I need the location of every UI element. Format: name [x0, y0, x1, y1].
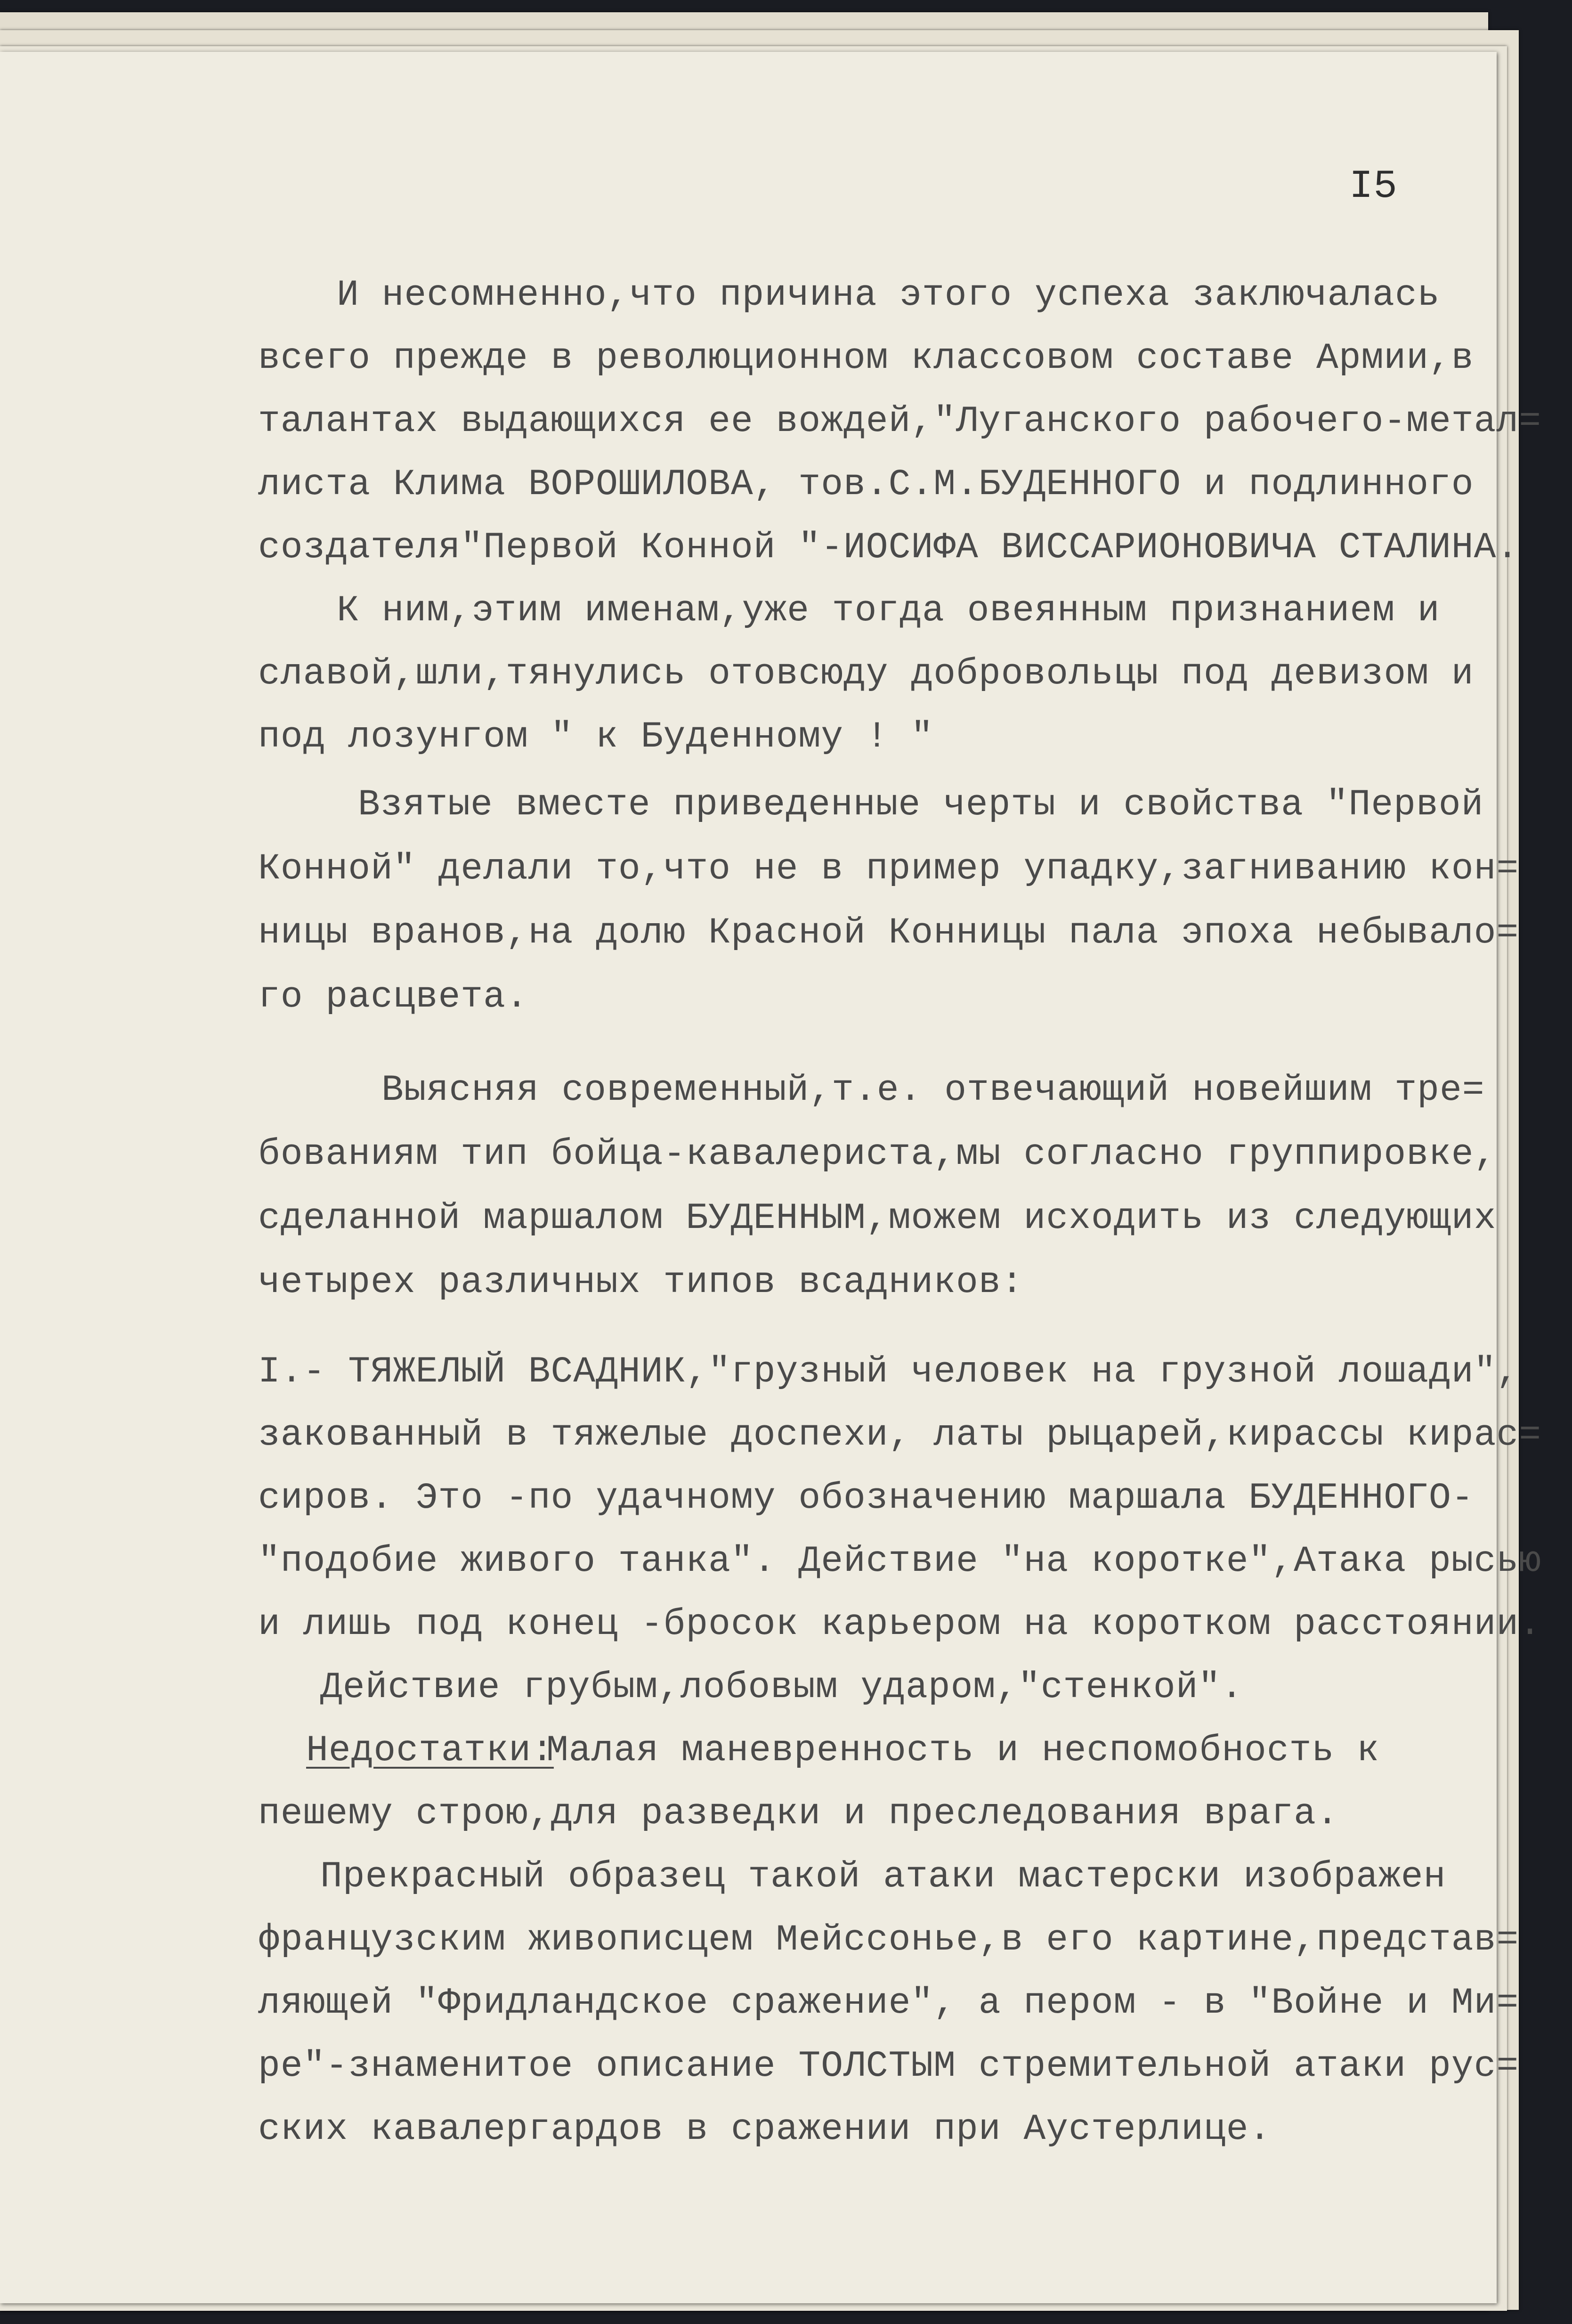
shortcomings-label: Недостатки:	[306, 1730, 554, 1771]
text-line: закованный в тяжелые доспехи, латы рыцарей,кирассы кирас=	[258, 1414, 1542, 1456]
page-number: I5	[1349, 164, 1398, 209]
text-line: славой,шли,тянулись отовсюду добровольцы под девизом и	[258, 653, 1474, 695]
text-line: сделанной маршалом БУДЕННЫМ,можем исходить из следующих	[258, 1198, 1497, 1239]
text-line: французским живописцем Мейссонье,в его картине,представ=	[258, 1919, 1519, 1961]
typewritten-page	[0, 52, 1542, 2303]
text-line: Малая маневренность и неспомобность к	[546, 1730, 1379, 1771]
text-line: К ним,этим именам,уже тогда овеянным признанием и	[337, 590, 1440, 632]
text-line: бованиям тип бойца-кавалериста,мы согласно группировке,	[258, 1134, 1497, 1175]
text-line: Действие грубым,лобовым ударом,"стенкой".	[320, 1667, 1244, 1708]
text-line: I.- ТЯЖЕЛЫЙ ВСАДНИК,"грузный человек на грузной лошади",	[258, 1351, 1519, 1393]
text-line: "подобие живого танка". Действие "на коротке",Атака рысью	[258, 1541, 1542, 1582]
text-line: и лишь под конец -бросок карьером на коротком расстоянии.	[258, 1604, 1542, 1645]
text-line: Выясняя современный,т.е. отвечающий новейшим тре=	[381, 1070, 1485, 1111]
text-line: всего прежде в революционном классовом составе Армии,в	[258, 338, 1474, 379]
text-line: талантах выдающихся ее вождей,"Луганского рабочего-метал=	[258, 401, 1542, 442]
text-line: четырех различных типов всадников:	[258, 1262, 1024, 1303]
text-line: ских кавалергардов в сражении при Аустерлице.	[258, 2109, 1272, 2150]
text-line: ре"-знаменитое описание ТОЛСТЫМ стремительной атаки рус=	[258, 2046, 1519, 2087]
text-line: создателя"Первой Конной "-ИОСИФА ВИССАРИОНОВИЧА СТАЛИНА.	[258, 527, 1519, 569]
text-line: го расцвета.	[258, 976, 528, 1018]
text-line: ницы вранов,на долю Красной Конницы пала эпоха небывало=	[258, 912, 1519, 954]
text-line: под лозунгом " к Буденному ! "	[258, 716, 934, 758]
text-line: пешему строю,для разведки и преследования врага.	[258, 1793, 1339, 1835]
text-line: листа Клима ВОРОШИЛОВА, тов.С.М.БУДЕННОГО и подлинного	[258, 464, 1474, 505]
text-line: Взятые вместе приведенные черты и свойства "Первой	[358, 784, 1484, 826]
text-line: сиров. Это -по удачному обозначению маршала БУДЕННОГО-	[258, 1478, 1474, 1519]
text-line: И несомненно,что причина этого успеха заключалась	[337, 275, 1440, 316]
text-line: ляющей "Фридландское сражение", а пером - в "Войне и Ми=	[258, 1983, 1519, 2024]
text-line: Конной" делали то,что не в пример упадку,загниванию кон=	[258, 848, 1519, 890]
text-line: Прекрасный образец такой атаки мастерски изображен	[320, 1856, 1446, 1898]
